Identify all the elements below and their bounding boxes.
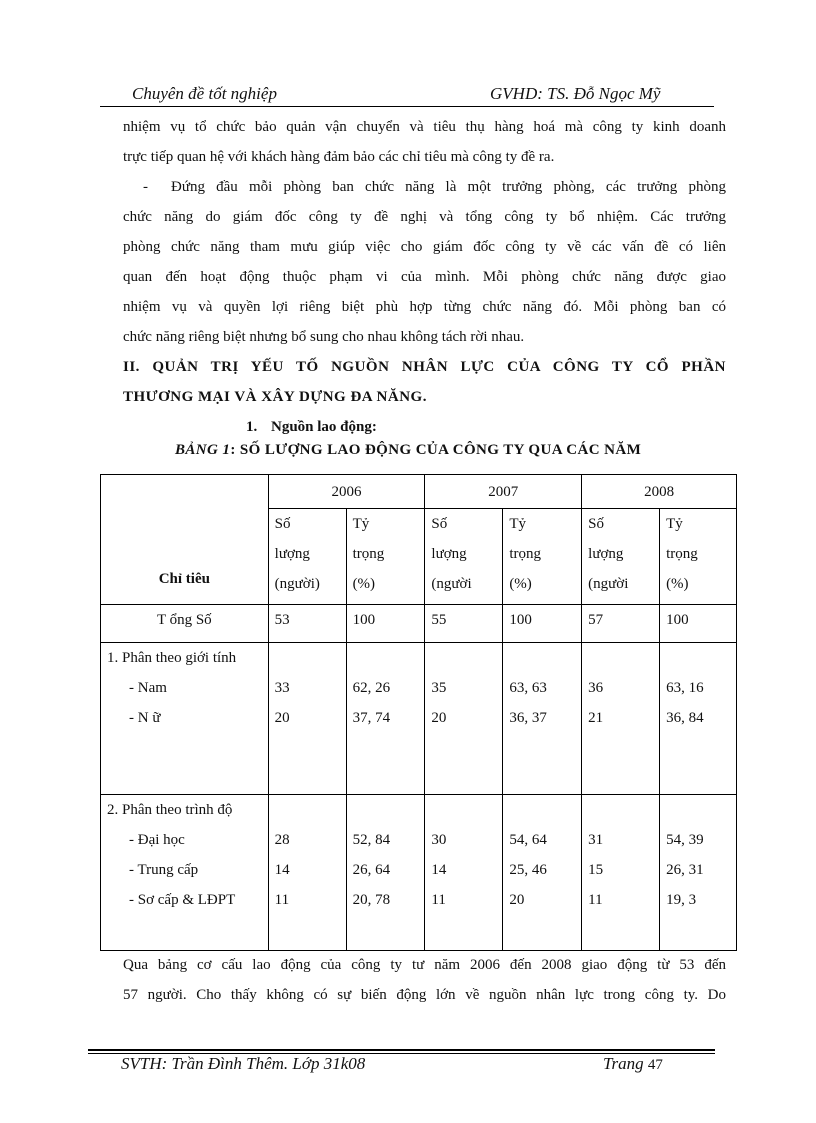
subheader-pct [346,509,425,605]
subheader-line: (người [431,576,472,592]
table-cell [425,643,503,795]
cell-value: 11 [274,892,290,908]
cell-value: 31 [588,832,604,848]
table-caption-rest: : SỐ LƯỢNG LAO ĐỘNG CỦA CÔNG TY QUA CÁC NĂM [230,442,642,458]
subheading-text: Nguồn lao động: [271,419,377,435]
year-header: 2007 [425,475,582,509]
total-label: T ổng Số [101,605,269,643]
cell-value: 26, 64 [352,862,391,878]
paragraph-line: 57 người. Cho thấy không có sự biến động lớn về nguồn nhân lực trong công ty. Do [123,987,726,1003]
cell-value: 28 [274,832,290,848]
row-header-label: Chỉ tiêu [158,571,210,587]
cell-value: 52, 84 [352,832,391,848]
cell-value: 14 [274,862,290,878]
subheader-line: lượng [274,546,310,562]
subheader-line: (%) [509,576,532,592]
table-cell [346,643,425,795]
footer-rule-thick [88,1049,715,1051]
gender-labels [101,643,269,795]
subheader-line: (người) [274,576,320,592]
subheader-line: Tỷ [666,516,683,532]
section-heading-line: II. QUẢN TRỊ YẾU TỐ NGUỒN NHÂN LỰC CỦA CÔNG TY CỔ PHẦN [123,359,726,375]
year-header: 2006 [268,475,425,509]
table-cell: 55 [425,605,503,643]
paragraph-line: Đứng đầu mỗi phòng ban chức năng là một trưởng phòng, các trưởng phòng [171,179,726,195]
paragraph-line: quan đến hoạt động thuộc phạm vi của mình. Mỗi phòng chức năng được giao [123,269,726,285]
table-cell [503,643,582,795]
table-cell: 53 [268,605,346,643]
footer-page-label: Trang [603,1054,644,1073]
table-cell [268,643,346,795]
row-header-cell [101,475,269,605]
cell-value: 25, 46 [509,862,547,878]
paragraph-line: chức năng riêng biệt nhưng bổ sung cho nhau không tách rời nhau. [123,329,525,345]
cell-value: 21 [588,710,604,726]
bullet-dash: - [143,179,148,195]
table-row-education [101,795,737,951]
subheader-line: (%) [666,576,689,592]
cell-value: 37, 74 [352,710,391,726]
cell-value: 63, 63 [509,680,547,696]
paragraph-line: trực tiếp quan hệ với khách hàng đảm bảo các chỉ tiêu mà công ty đề ra. [123,149,555,165]
table-cell [582,643,660,795]
table-row-gender [101,643,737,795]
paragraph-line: phòng chức năng tham mưu giúp việc cho giám đốc công ty về các vấn đề có liên [123,239,726,255]
education-labels [101,795,269,951]
cell-value: 63, 16 [666,680,704,696]
cell-value: 30 [431,832,447,848]
table-cell [425,795,503,951]
cell-value: 19, 3 [666,892,697,908]
table-cell [346,795,425,951]
row-label: - N ữ [129,710,161,726]
subheader-line: trọng [352,546,385,562]
subheader-line: trọng [509,546,541,562]
cell-value: 11 [588,892,603,908]
footer-page [603,1054,663,1074]
subheader-line: trọng [666,546,698,562]
header-right: GVHD: TS. Đỗ Ngọc Mỹ [490,84,661,103]
subheader-pct [660,509,737,605]
subheader-line: Số [431,516,448,532]
cell-value: 54, 39 [666,832,704,848]
subheader-line: Tỷ [509,516,526,532]
paragraph-line: Qua bảng cơ cấu lao động của công ty tư năm 2006 đến 2008 giao động từ 53 đến [123,957,726,973]
paragraph-line: nhiệm vụ tổ chức bảo quản vận chuyển và tiêu thụ hàng hoá mà công ty kinh doanh [123,119,726,135]
paragraph-2 [123,172,726,352]
row-label: - Đại học [129,832,185,848]
subheader-qty [268,509,346,605]
subheader-line: Số [588,516,605,532]
subheader-line: Số [274,516,291,532]
labor-table [100,474,737,951]
table-cell: 100 [503,605,582,643]
table-row-total [101,605,737,643]
cell-value: 36, 84 [666,710,704,726]
group-title: 1. Phân theo giới tính [107,650,237,666]
row-label: - Trung cấp [129,862,199,878]
footer-left: SVTH: Trần Đình Thêm. Lớp 31k08 [121,1054,366,1073]
cell-value: 36, 37 [509,710,547,726]
table-cell [503,795,582,951]
cell-value: 35 [431,680,447,696]
cell-value: 14 [431,862,447,878]
cell-value: 20 [431,710,447,726]
table-cell: 57 [582,605,660,643]
subheader-qty [425,509,503,605]
table-caption-prefix: BẢNG 1 [175,442,231,458]
row-label: - Nam [129,680,167,696]
subheader-qty [582,509,660,605]
subheader-line: (người [588,576,629,592]
cell-value: 20 [509,892,525,908]
subheader-line: lượng [431,546,467,562]
section-heading [123,352,726,412]
subheader-line: (%) [352,576,376,592]
header-left: Chuyên đề tốt nghiệp [132,84,277,103]
cell-value: 15 [588,862,604,878]
table-cell [582,795,660,951]
cell-value: 26, 31 [666,862,704,878]
table-cell [660,643,737,795]
paragraph-line: chức năng do giám đốc công ty đề nghị và tổng công ty bổ nhiệm. Các trưởng [123,209,726,225]
cell-value: 62, 26 [352,680,391,696]
cell-value: 20 [274,710,290,726]
table-cell: 100 [660,605,737,643]
cell-value: 54, 64 [509,832,547,848]
cell-value: 11 [431,892,446,908]
table-cell [268,795,346,951]
cell-value: 20, 78 [352,892,391,908]
paragraph-1 [123,112,726,172]
cell-value: 36 [588,680,604,696]
subheader-line: Tỷ [352,516,370,532]
table-cell: 100 [346,605,425,643]
table-row-years [101,475,737,509]
cell-value: 33 [274,680,290,696]
group-title: 2. Phân theo trình độ [107,802,233,818]
subheader-line: lượng [588,546,624,562]
subheading [246,412,377,442]
table-cell [660,795,737,951]
header-rule [100,106,714,107]
subheader-pct [503,509,582,605]
paragraph-line: nhiệm vụ và quyền lợi riêng biệt phù hợp từng chức năng đó. Mỗi phòng ban có [123,299,726,315]
subheading-number: 1. [246,419,258,435]
row-label: - Sơ cấp & LĐPT [129,892,236,908]
section-heading-line: THƯƠNG MẠI VÀ XÂY DỰNG ĐA NĂNG. [123,389,427,405]
paragraph-3 [123,950,726,1010]
footer-page-number: 47 [647,1057,663,1073]
table-caption [175,442,641,459]
year-header: 2008 [582,475,737,509]
